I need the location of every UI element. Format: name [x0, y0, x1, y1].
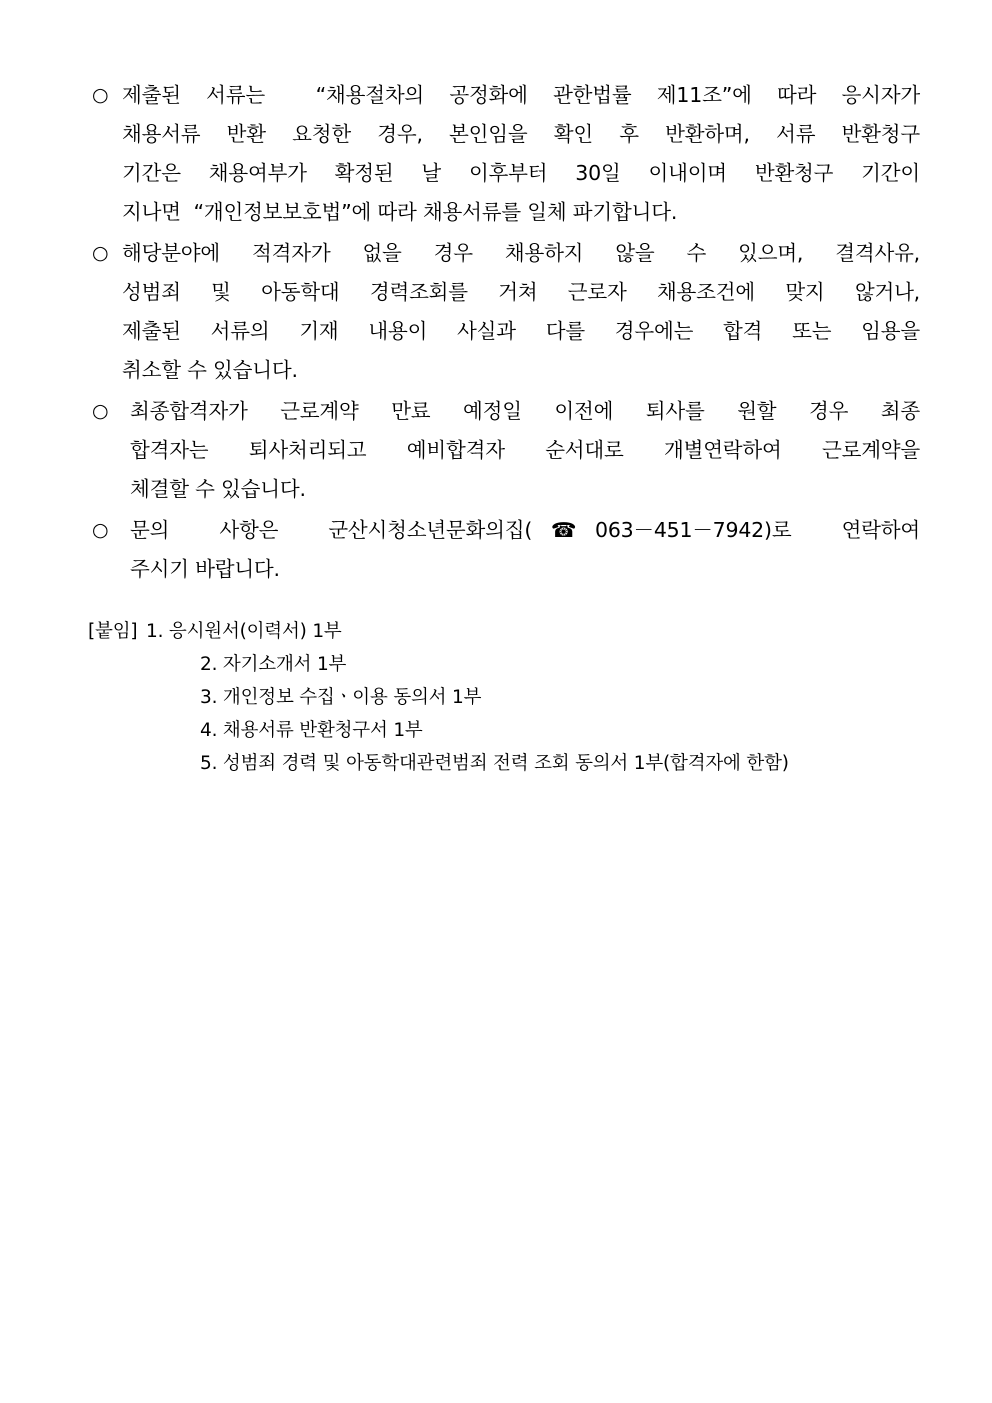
- attachment-item: 2. 자기소개서 1부: [200, 654, 347, 675]
- attachment-label: [붙임]: [88, 621, 138, 642]
- bullet-line: 해당분야에 적격자가 없을 경우 채용하지 않을 수 있으며, 결격사유,: [122, 241, 920, 265]
- list-item: [92, 76, 920, 232]
- bullet-line: 채용서류 반환 요청한 경우, 본인임을 확인 후 반환하며, 서류 반환청구: [122, 122, 920, 146]
- bullet-line: 기간은 채용여부가 확정된 날 이후부터 30일 이내이며 반환청구 기간이: [122, 161, 920, 185]
- bullet-text: [122, 76, 920, 232]
- bullet-text: [122, 234, 920, 390]
- list-item: [92, 511, 920, 589]
- notice-bullet-list: [92, 76, 920, 589]
- attachment-first-row: [88, 615, 920, 648]
- bullet-line: 최종합격자가 근로계약 만료 예정일 이전에 퇴사를 원할 경우 최종: [130, 399, 920, 423]
- attachment-item: 5. 성범죄 경력 및 아동학대관련범죄 전력 조회 동의서 1부(합격자에 한함): [200, 753, 789, 774]
- bullet-marker-icon: ○: [92, 519, 109, 541]
- bullet-line: 성범죄 및 아동학대 경력조회를 거쳐 근로자 채용조건에 맞지 않거나,: [122, 280, 920, 304]
- bullet-line: 제출된 서류는 “채용절차의 공정화에 관한법률 제11조”에 따라 응시자가: [122, 83, 920, 107]
- bullet-line: 체결할 수 있습니다.: [130, 477, 306, 501]
- bullet-line: 취소할 수 있습니다.: [122, 358, 298, 382]
- bullet-line: 주시기 바랍니다.: [130, 557, 280, 581]
- attachment-block: [88, 615, 920, 780]
- attachment-items: [200, 648, 920, 780]
- bullet-line: 합격자는 퇴사처리되고 예비합격자 순서대로 개별연락하여 근로계약을: [130, 438, 920, 462]
- attachment-item: 3. 개인정보 수집ㆍ이용 동의서 1부: [200, 687, 482, 708]
- bullet-marker-icon: ○: [92, 242, 109, 264]
- list-item: [92, 392, 920, 509]
- bullet-marker-icon: ○: [92, 400, 109, 422]
- list-item: [92, 234, 920, 390]
- attachment-item: 4. 채용서류 반환청구서 1부: [200, 720, 423, 741]
- bullet-line: 지나면 “개인정보보호법”에 따라 채용서류를 일체 파기합니다.: [122, 200, 678, 224]
- bullet-line: 제출된 서류의 기재 내용이 사실과 다를 경우에는 합격 또는 임용을: [122, 319, 920, 343]
- bullet-line: 문의 사항은 군산시청소년문화의집(☎063－451－7942)로 연락하여: [130, 518, 920, 542]
- bullet-marker-icon: ○: [92, 84, 109, 106]
- bullet-text: [122, 392, 920, 509]
- bullet-text: [122, 511, 920, 589]
- attachment-item: 1. 응시원서(이력서) 1부: [146, 621, 342, 642]
